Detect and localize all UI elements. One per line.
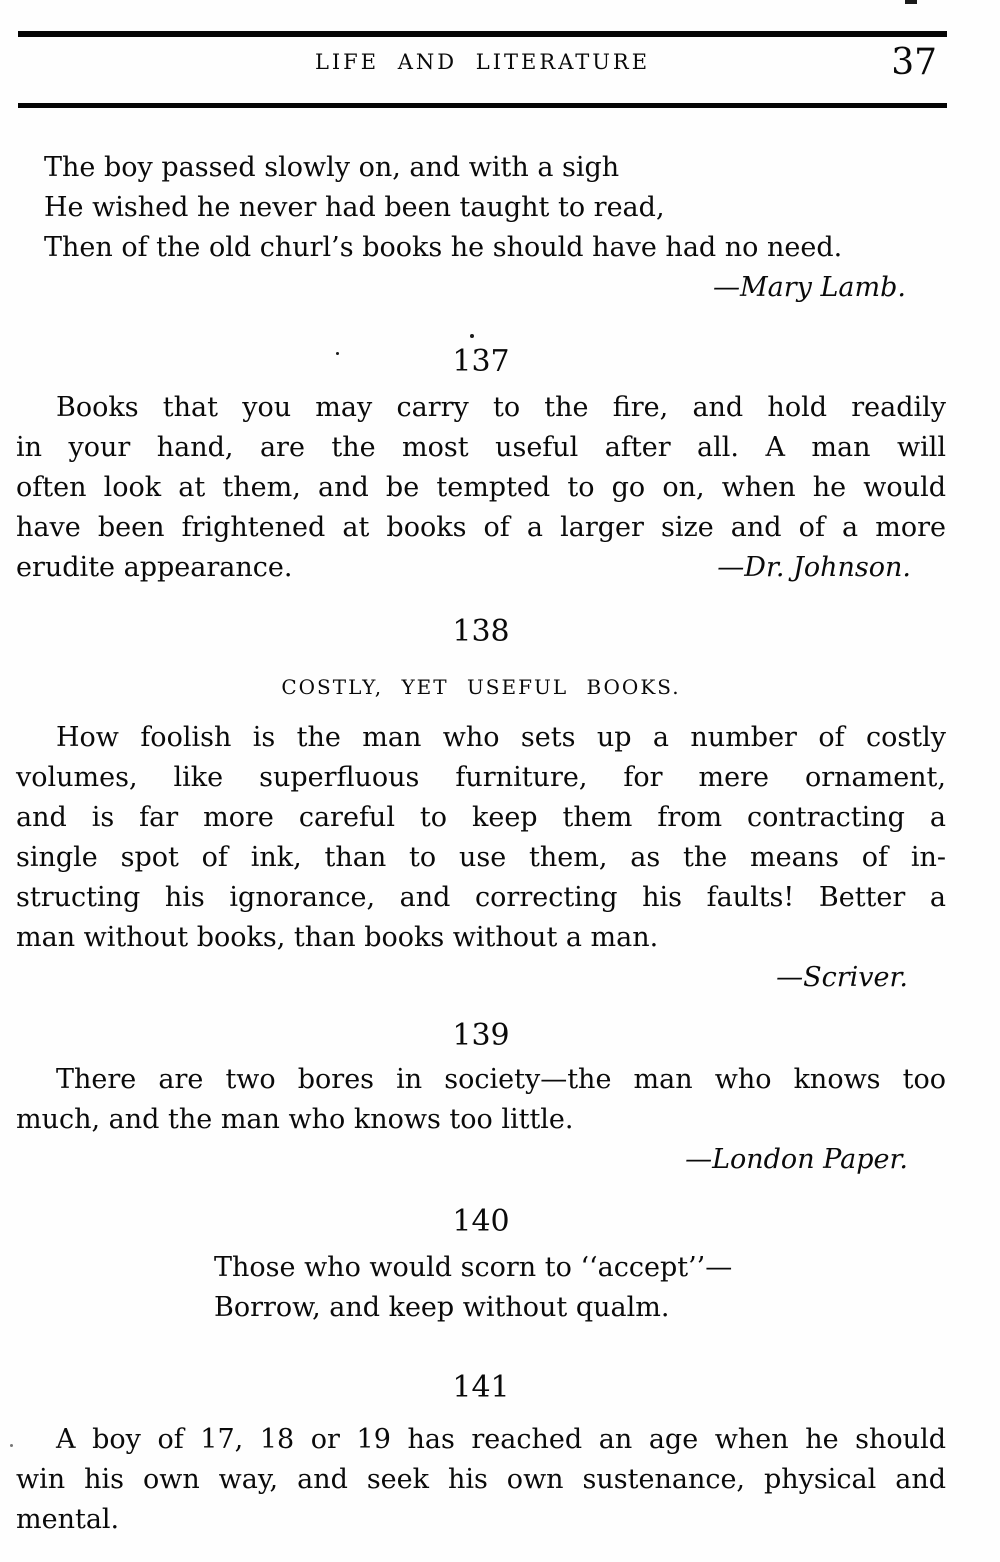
section-number-138: 138 [452,614,510,649]
attribution-dr-johnson: —Dr. Johnson. [717,552,911,583]
attribution-row [16,1140,946,1180]
paragraph-141 [16,1420,946,1500]
scan-speck [10,1444,13,1447]
poem-block [44,148,946,268]
attribution-row [16,268,946,308]
couplet-line: Those who would scorn to ‘‘accept’’— [214,1252,733,1283]
paragraph-line: structing his ignorance, and correcting his faults! Better a [16,882,946,913]
scan-speck [470,334,474,338]
paragraph-138 [16,718,946,918]
paragraph-141-last-line: mental. [16,1504,120,1535]
paragraph-line: win his own way, and seek his own sustenance, physical and [16,1464,946,1495]
poem-line: The boy passed slowly on, and with a sigh [44,152,620,183]
section-number-140: 140 [452,1204,510,1239]
paragraph-line: Books that you may carry to the fire, and hold readily [56,392,946,423]
paragraph-137-last-line [16,548,946,588]
paragraph-line: single spot of ink, than to use them, as the means of in- [16,842,946,873]
page-body [16,0,946,1540]
couplet-line: Borrow, and keep without qualm. [214,1292,670,1323]
poem-line: Then of the old churl’s books he should have had no need. [44,232,843,263]
section-number-141: 141 [452,1370,510,1405]
attribution-london-paper: —London Paper. [685,1144,908,1175]
paragraph-line: in your hand, are the most useful after all. A man will [16,432,946,463]
scan-speck [336,352,339,355]
paragraph-line: have been frightened at books of a larger size and of a more [16,512,946,543]
paragraph-139-last-line: much, and the man who knows too little. [16,1104,574,1135]
paragraph-139 [16,1060,946,1100]
section-number-139: 139 [452,1018,510,1053]
scan-speck [905,0,917,4]
paragraph-line: A boy of 17, 18 or 19 has reached an age when he should [56,1424,946,1455]
paragraph-138-last-line: man without books, than books without a man. [16,922,659,953]
couplet-block [214,1248,946,1328]
section-number-137: 137 [452,344,510,379]
page-title: LIFE AND LITERATURE [314,50,651,74]
attribution-scriver: —Scriver. [776,962,908,993]
paragraph-line: How foolish is the man who sets up a number of costly [56,722,946,753]
paragraph-line: volumes, like superfluous furniture, for mere ornament, [16,762,946,793]
paragraph-137 [16,388,946,548]
attribution-mary-lamb: —Mary Lamb. [713,272,906,303]
paragraph-tail-text: erudite appearance. [16,552,293,583]
page-number: 37 [891,42,937,83]
paragraph-line: There are two bores in society—the man who knows too [56,1064,946,1095]
paragraph-line: and is far more careful to keep them from contracting a [16,802,946,833]
paragraph-line: often look at them, and be tempted to go on, when he would [16,472,946,503]
poem-line: He wished he never had been taught to read, [44,192,665,223]
attribution-row [16,958,946,998]
section-heading-costly: COSTLY, YET USEFUL BOOKS. [281,675,681,699]
